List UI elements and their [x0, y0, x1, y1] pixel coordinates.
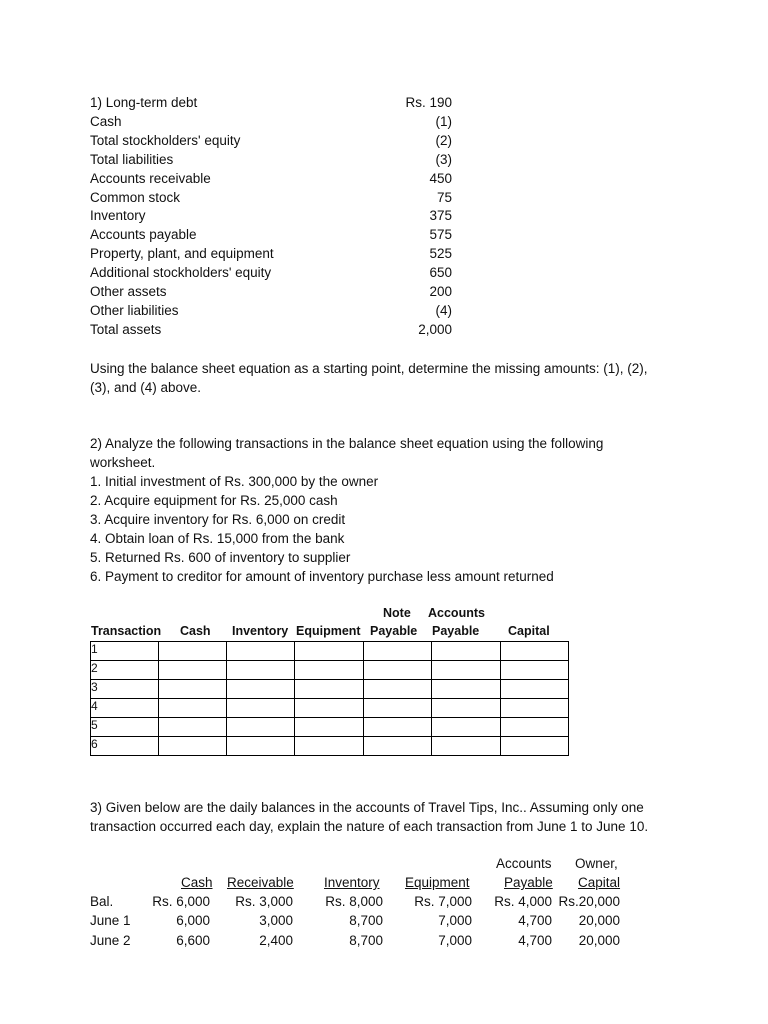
- ws-header-accounts-bottom: Payable: [432, 624, 480, 638]
- q3-row-label: Bal.: [90, 894, 114, 909]
- q3-intro-line2: transaction occurred each day, explain the nature of each transaction from June 1 to June 10.: [90, 819, 649, 834]
- worksheet-cell[interactable]: [295, 699, 364, 718]
- q2-transaction-5: 5. Returned Rs. 600 of inventory to supplier: [90, 550, 351, 565]
- q1-item-label: Other assets: [90, 284, 167, 299]
- q3-header-owner-top: Owner,: [575, 856, 618, 871]
- q1-item-value: 650: [429, 265, 452, 281]
- worksheet-cell[interactable]: [227, 718, 295, 737]
- ws-header-accounts-top: Accounts: [428, 606, 485, 620]
- table-row: [91, 737, 569, 756]
- worksheet-cell[interactable]: [159, 718, 227, 737]
- q1-item-value: 575: [429, 227, 452, 243]
- worksheet-cell[interactable]: [295, 737, 364, 756]
- ws-header-inventory: Inventory: [232, 624, 289, 638]
- q3-cell-inventory: 8,700: [349, 913, 383, 929]
- q2-transaction-6: 6. Payment to creditor for amount of inventory purchase less amount returned: [90, 569, 554, 584]
- worksheet-cell[interactable]: [364, 680, 432, 699]
- table-row: [91, 661, 569, 680]
- q3-header-cash: Cash: [181, 875, 213, 890]
- row-number-cell: 3: [91, 680, 159, 699]
- q3-cell-payable: Rs. 4,000: [494, 894, 552, 909]
- transaction-worksheet: [90, 641, 569, 756]
- q3-cell-inventory: Rs. 8,000: [325, 894, 383, 909]
- q3-cell-cash: 6,000: [176, 913, 210, 929]
- q1-item-label: Cash: [90, 113, 122, 129]
- q3-header-owner-bottom: Capital: [578, 875, 621, 890]
- q1-item-value: 200: [429, 284, 452, 299]
- q2-transaction-1: 1. Initial investment of Rs. 300,000 by the owner: [90, 474, 379, 489]
- worksheet-cell[interactable]: [364, 661, 432, 680]
- table-row: [91, 699, 569, 718]
- ws-header-cash: Cash: [180, 624, 211, 638]
- q1-instruction-line1: Using the balance sheet equation as a starting point, determine the missing amounts: (1), (2),: [90, 361, 648, 376]
- q3-row-label: June 1: [90, 913, 131, 929]
- table-row: [91, 718, 569, 737]
- q3-header-equipment: Equipment: [405, 875, 470, 890]
- q3-header-accounts-top: Accounts: [496, 856, 552, 871]
- worksheet-cell[interactable]: [295, 642, 364, 661]
- worksheet-cell[interactable]: [227, 661, 295, 680]
- worksheet-cell[interactable]: [227, 737, 295, 756]
- worksheet-cell[interactable]: [501, 680, 569, 699]
- worksheet-cell[interactable]: [159, 699, 227, 718]
- ws-header-note-top: Note: [383, 606, 411, 620]
- q1-item-label: Total liabilities: [90, 151, 174, 167]
- q3-cell-cash: Rs. 6,000: [152, 894, 210, 909]
- worksheet-cell[interactable]: [364, 718, 432, 737]
- worksheet-cell[interactable]: [227, 699, 295, 718]
- worksheet-cell[interactable]: [159, 680, 227, 699]
- ws-header-equipment: Equipment: [296, 624, 361, 638]
- q1-item-value: 375: [429, 208, 452, 224]
- row-number-cell: 4: [91, 699, 159, 718]
- row-number-cell: 6: [91, 737, 159, 756]
- q3-header-receivable: Receivable: [227, 875, 294, 890]
- q1-item-value: 525: [429, 246, 452, 262]
- worksheet-cell[interactable]: [432, 661, 501, 680]
- q3-cell-receivable: 3,000: [259, 913, 293, 929]
- worksheet-cell[interactable]: [227, 642, 295, 661]
- worksheet-cell[interactable]: [364, 642, 432, 661]
- worksheet-cell[interactable]: [501, 699, 569, 718]
- q1-item-value: Rs. 190: [405, 95, 452, 110]
- worksheet-cell[interactable]: [432, 699, 501, 718]
- q1-item-label: Total stockholders' equity: [90, 132, 241, 148]
- q2-intro: [90, 434, 680, 586]
- q2-transaction-4: 4. Obtain loan of Rs. 15,000 from the bank: [90, 531, 345, 546]
- worksheet-cell[interactable]: [501, 642, 569, 661]
- worksheet-cell[interactable]: [432, 642, 501, 661]
- q3-cell-receivable: Rs. 3,000: [235, 894, 293, 909]
- q1-item-value: (4): [435, 302, 452, 318]
- worksheet-cell[interactable]: [364, 699, 432, 718]
- ws-header-note-bottom: Payable: [370, 624, 418, 638]
- q1-item-label: Other liabilities: [90, 302, 179, 318]
- ws-header-transaction: Transaction: [91, 624, 162, 638]
- q3-row-label: June 2: [90, 932, 131, 948]
- q1-item-value: 450: [429, 170, 452, 186]
- worksheet-cell[interactable]: [432, 737, 501, 756]
- row-number-cell: 2: [91, 661, 159, 680]
- q1-instruction: [90, 359, 680, 397]
- worksheet-cell[interactable]: [501, 718, 569, 737]
- ws-header-capital: Capital: [508, 624, 550, 638]
- q3-cell-payable: 4,700: [518, 932, 552, 948]
- q3-cell-receivable: 2,400: [259, 932, 293, 948]
- q3-header-inventory: Inventory: [324, 875, 380, 890]
- worksheet-cell[interactable]: [432, 718, 501, 737]
- q3-cell-payable: 4,700: [518, 913, 552, 929]
- q2-intro-line2: worksheet.: [90, 455, 156, 470]
- worksheet-cell[interactable]: [364, 737, 432, 756]
- table-row: [91, 642, 569, 661]
- worksheet-cell[interactable]: [295, 661, 364, 680]
- q1-item-label: 1) Long-term debt: [90, 95, 198, 110]
- worksheet-cell[interactable]: [159, 661, 227, 680]
- worksheet-cell[interactable]: [159, 642, 227, 661]
- worksheet-cell[interactable]: [501, 737, 569, 756]
- worksheet-cell[interactable]: [501, 661, 569, 680]
- q3-cell-capital: Rs.20,000: [558, 894, 620, 909]
- q3-cell-capital: 20,000: [578, 913, 620, 929]
- q3-intro: [90, 798, 680, 836]
- q1-item-label: Property, plant, and equipment: [90, 246, 274, 262]
- row-number-cell: 1: [91, 642, 159, 661]
- q3-cell-inventory: 8,700: [349, 932, 383, 948]
- q3-header-accounts-bottom: Payable: [504, 875, 553, 890]
- q1-item-value: (2): [435, 132, 452, 148]
- q2-transaction-3: 3. Acquire inventory for Rs. 6,000 on credit: [90, 512, 346, 527]
- q3-cell-equipment: 7,000: [438, 913, 472, 929]
- worksheet-cell[interactable]: [295, 680, 364, 699]
- row-number-cell: 5: [91, 718, 159, 737]
- table-row: [91, 680, 569, 699]
- worksheet-cell[interactable]: [295, 718, 364, 737]
- q1-item-value: 75: [436, 189, 452, 205]
- q1-item-value: 2,000: [418, 321, 452, 337]
- q1-item-label: Inventory: [90, 208, 146, 224]
- q3-cell-equipment: Rs. 7,000: [414, 894, 472, 909]
- q1-item-label: Accounts payable: [90, 227, 197, 243]
- q3-cell-equipment: 7,000: [438, 932, 472, 948]
- q2-intro-line1: 2) Analyze the following transactions in the balance sheet equation using the following: [90, 436, 604, 451]
- worksheet-cell[interactable]: [159, 737, 227, 756]
- q1-item-label: Common stock: [90, 189, 181, 205]
- q1-item-label: Total assets: [90, 321, 162, 337]
- q1-item-value: (1): [435, 113, 452, 129]
- q3-cell-capital: 20,000: [578, 932, 620, 948]
- q2-transaction-2: 2. Acquire equipment for Rs. 25,000 cash: [90, 493, 338, 508]
- q1-item-label: Additional stockholders' equity: [90, 265, 272, 281]
- q1-item-value: (3): [435, 151, 452, 167]
- q1-item-label: Accounts receivable: [90, 170, 211, 186]
- worksheet-cell[interactable]: [227, 680, 295, 699]
- q3-cell-cash: 6,600: [176, 932, 210, 948]
- q3-intro-line1: 3) Given below are the daily balances in the accounts of Travel Tips, Inc.. Assuming only one: [90, 800, 644, 815]
- q1-instruction-line2: (3), and (4) above.: [90, 380, 202, 395]
- worksheet-cell[interactable]: [432, 680, 501, 699]
